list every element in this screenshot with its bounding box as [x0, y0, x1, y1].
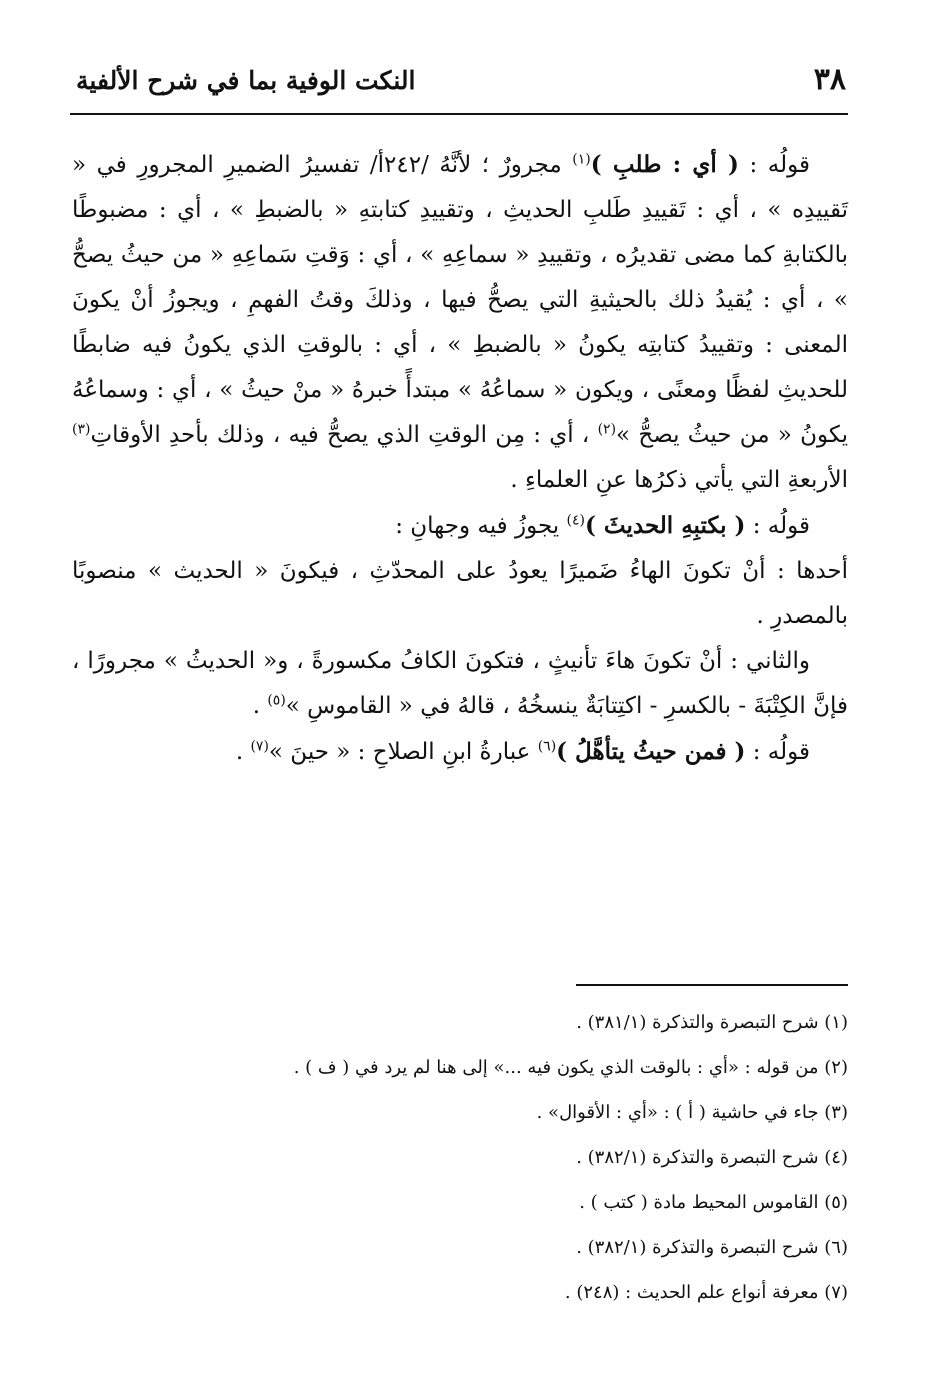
paragraph-lead: قولُه :	[745, 739, 810, 765]
paragraph-3	[72, 549, 848, 639]
footnotes	[72, 1000, 848, 1315]
footnote-ref-6: (٦)	[537, 738, 557, 755]
footnote-7: (٧) معرفة أنواع علم الحديث : (٢٤٨) .	[564, 1282, 848, 1303]
main-text	[72, 142, 848, 775]
paragraph-text: مجرورٌ ؛ لأنَّهُ /٢٤٢أ/ تفسيرُ الضميرِ المجرورِ في « تَقييدِه » ، أي : تَقييدِ طَلبِ الحديثِ ، وتقييدِ كتابتهِ « بالضبطِ » ، أي : مضبوطًا بالكتابةِ كما مضى تقديرُه ، وتقييدِ « سماعِهِ » ، أي : وَقتِ سَماعِهِ « من حيثُ يصحُّ » ، أي : يُقيدُ ذلك بالحيثيةِ التي يصحُّ فيها ، وذلكَ وقتُ الفهمِ ، ويجوزُ أنْ يكونَ المعنى : وتقييدُ كتابتِه يكونُ « بالضبطِ » ، أي : بالوقتِ الذي يكونُ فيه ضابطًا للحديثِ لفظًا ومعنًى ، ويكون « سماعُهُ » مبتدأً خبرهُ « منْ حيثُ » ، أي : وسماعُهُ يكونُ « من حيثُ يصحُّ »	[72, 152, 848, 448]
header-rule	[70, 113, 848, 115]
footnote-ref-4: (٤)	[566, 512, 585, 529]
footnote-1: (١) شرح التبصرة والتذكرة (٣٨١/١) .	[576, 1012, 848, 1033]
footnote-ref-1: (١)	[572, 151, 591, 168]
paragraph-5	[72, 729, 848, 775]
footnote-ref-5: (٥)	[267, 692, 286, 709]
footnote-5: (٥) القاموس المحيط مادة ( كتب ) .	[579, 1192, 848, 1213]
footnote-ref-2: (٢)	[597, 421, 617, 438]
paragraph-4	[72, 639, 848, 729]
paragraph-text: ، أي : مِن الوقتِ الذي يصحُّ فيه ، وذلك بأحدِ الأوقاتِ	[90, 422, 598, 448]
footnote-4: (٤) شرح التبصرة والتذكرة (٣٨٢/١) .	[576, 1147, 848, 1168]
footnote-ref-7: (٧)	[250, 738, 269, 755]
paragraph-text: عبارةُ ابنِ الصلاحِ : « حينَ »	[268, 739, 538, 765]
lemma: ( فمن حيثُ يتأهَّلُ )	[556, 738, 746, 765]
paragraph-text: أحدها : أنْ تكونَ الهاءُ ضَميرًا يعودُ على المحدّثِ ، فيكونَ « الحديث » منصوبًا بالمصدرِ .	[72, 558, 848, 629]
footnote-rule	[576, 984, 848, 986]
footnote-ref-3: (٣)	[72, 421, 91, 438]
paragraph-text: الأربعةِ التي يأتي ذكرُها عنِ العلماءِ .	[510, 467, 848, 493]
footnote-2: (٢) من قوله : «أي : بالوقت الذي يكون فيه ...» إلى هنا لم يرد في ( ف ) .	[293, 1057, 848, 1078]
paragraph-tail: .	[252, 693, 268, 719]
lemma: ( أي : طلبِ )	[590, 151, 739, 178]
footnote-3: (٣) جاء في حاشية ( أ ) : «أي : الأقوال» .	[536, 1102, 848, 1123]
paragraph-2	[72, 503, 848, 549]
paragraph-1	[72, 142, 848, 503]
paragraph-lead: قولُه :	[745, 513, 810, 539]
paragraph-text: يجوزُ فيه وجهانِ :	[395, 513, 567, 539]
running-title: النكت الوفية بما في شرح الألفية	[76, 66, 416, 95]
footnote-6: (٦) شرح التبصرة والتذكرة (٣٨٢/١) .	[576, 1237, 848, 1258]
page-number: ٣٨	[813, 62, 846, 97]
lemma: ( بكتبِهِ الحديثَ )	[585, 512, 746, 539]
paragraph-lead: قولُه :	[738, 152, 810, 178]
page-header	[72, 58, 850, 106]
paragraph-text: والثاني : أنْ تكونَ هاءَ تأنيثٍ ، فتكونَ الكافُ مكسورةً ، و« الحديثُ » مجرورًا ، فإنَّ الكِتْبَةَ - بالكسرِ - اكتِتابَةٌ ينسخُهُ ، قالهُ في « القاموسِ »	[72, 648, 848, 719]
paragraph-tail: .	[235, 739, 251, 765]
